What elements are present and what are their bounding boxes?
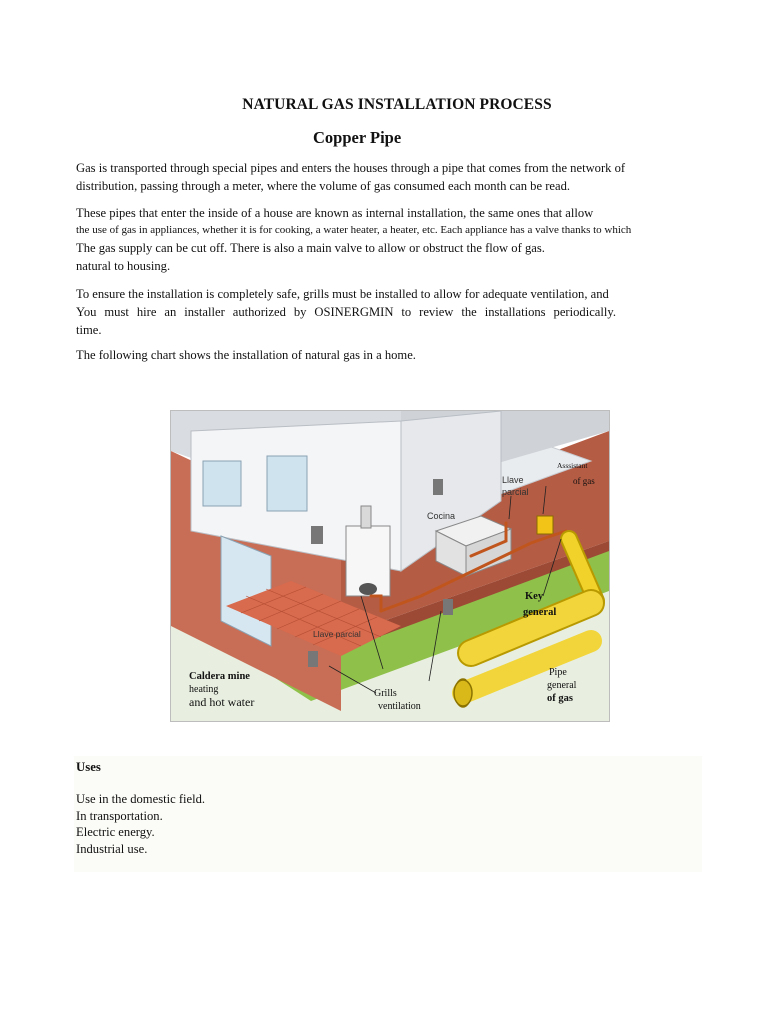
diagram-label: ventilation [378,701,421,712]
paragraph-line: time. [76,323,102,337]
paragraph-gas-transport [76,159,625,195]
diagram-label: Llave parcial [313,629,361,639]
paragraph-line: You must hire an installer authorized by OSINERGMIN to review the installations periodically. [76,305,616,319]
paragraph-line: Gas is transported through special pipes and enters the houses through a pipe that comes from the network of [76,161,626,175]
paragraph-safety [76,285,616,339]
diagram-label: parcial [502,487,529,497]
paragraph-chart-intro: The following chart shows the installation of natural gas in a home. [76,348,416,362]
diagram-label: Pipe [549,667,567,678]
list-item: In transportation. [76,808,163,823]
diagram-label: of gas [547,693,573,704]
paragraph-line: the use of gas in appliances, whether it is for cooking, a water heater, a heater, etc. Each appliance has a valve thanks to which [76,224,632,236]
paragraph-internal-installation [76,204,631,275]
uses-heading: Uses [76,760,101,774]
diagram-label: Grills [374,688,397,699]
list-item: Industrial use. [76,841,148,856]
diagram-label: Key [525,591,544,602]
paragraph-line: The gas supply can be cut off. There is also a main valve to allow or obstruct the flow of gas. [76,241,545,255]
paragraph-line: These pipes that enter the inside of a house are known as internal installation, the same ones that allow [76,206,594,220]
document-subtitle: Copper Pipe [313,128,402,147]
document-title: NATURAL GAS INSTALLATION PROCESS [242,96,552,113]
paragraph-line: distribution, passing through a meter, where the volume of gas consumed each month can be read. [76,179,571,193]
diagram-label: general [547,680,577,691]
diagram-label: and hot water [189,695,255,709]
diagram-label: Llave [502,475,524,485]
diagram-label: Cocina [427,511,456,521]
paragraph-line: To ensure the installation is completely safe, grills must be installed to allow for adequate ventilation, and [76,287,609,301]
diagram-label: Caldera mine [189,671,250,682]
list-item: Use in the domestic field. [76,792,206,806]
diagram-label: Asssistant [557,461,588,470]
gas-installation-diagram [170,410,610,722]
uses-list [76,791,205,857]
diagram-label: general [523,607,557,618]
list-item: Electric energy. [76,825,155,839]
diagram-label: heating [189,684,219,695]
paragraph-line: natural to housing. [76,259,171,273]
diagram-label: of gas [573,476,595,486]
